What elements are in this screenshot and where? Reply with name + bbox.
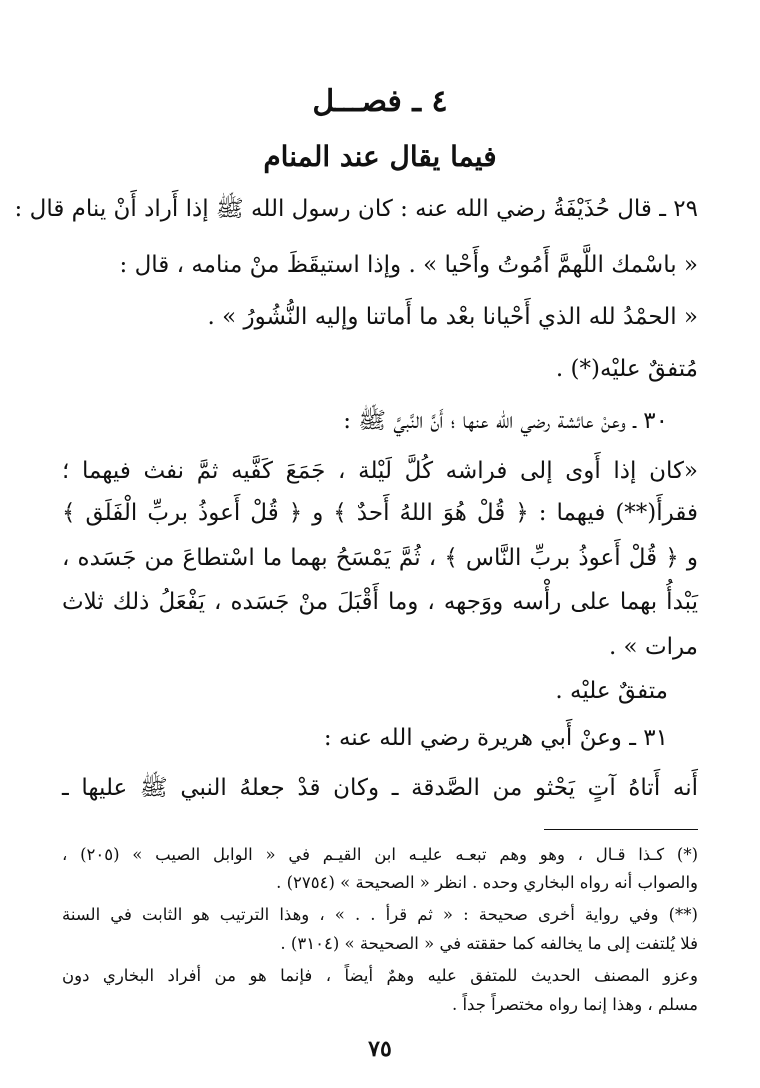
hadith-31-line-1: ٣١ ـ وعنْ أَبي هريرة رضي الله عنه : [323, 725, 668, 751]
footnote-2-line-1: (**) وفي رواية أخرى صحيحة : « ثم قرأ . . » ، وهذا الترتيب هو الثابت في السنة [62, 905, 698, 924]
hadith-29-line-2: « باسْمك اللَّهمَّ أَمُوتُ وأَحْيا » . وإذا استيقَظَ منْ منامه ، قال : [119, 252, 698, 278]
hadith-30-line-3: فقرأَ(**) فيهما : ﴿ قُلْ هُوَ اللهُ أَحدٌ ﴾ و ﴿ قُلْ أَعوذُ بربِّ الْفَلَق ﴾ [62, 500, 698, 526]
footnote-1-line-2: والصواب أنه رواه البخاري وحده . انظر « الصحيحة » (٢٧٥٤) . [276, 873, 698, 892]
section-title: ٤ ـ فصـــل [312, 84, 448, 119]
hadith-30-line-5: يَبْدأُ بهما على رأْسه ووَجهه ، وما أَقْبَلَ منْ جَسَده ، يَفْعَلُ ذلك ثلاث [62, 589, 698, 615]
footnote-2-line-3: وعزو المصنف الحديث للمتفق عليه وهمٌ أيضاً ، فإنما هو من أفراد البخاري دون [62, 966, 698, 985]
hadith-29-line-3: « الحمْدُ لله الذي أَحْيانا بعْد ما أَماتنا وإليه النُّشُورُ » . [207, 304, 698, 330]
hadith-30-source: متفقٌ عليْه . [555, 678, 668, 704]
footnote-2-line-2: فلا يُلتفت إلى ما يخالفه كما حققته في « الصحيحة » (٣١٠٤) . [280, 934, 698, 953]
footnote-separator [544, 829, 698, 830]
hadith-30-line-6: مرات » . [608, 634, 698, 660]
hadith-30-line-1: ٣٠ ـ وعنْ عائشة رضي الله عنها ؛ أَنَّ النَّبيَّ ﷺ : [343, 408, 668, 434]
hadith-31-line-2: أَنه أَتاهُ آتٍ يَحْثو من الصَّدقة ـ وكان قدْ جعلهُ النبي ﷺ عليها ـ [62, 775, 698, 801]
page-number: ٧٥ [368, 1036, 392, 1062]
hadith-29-line-1: ٢٩ ـ قال حُذَيْفَةُ رضي الله عنه : كان رسول الله ﷺ إذا أَراد أَنْ ينام قال : [14, 196, 698, 222]
section-subtitle: فيما يقال عند المنام [263, 140, 497, 173]
hadith-30-line-2: «كان إذا أَوى إلى فراشه كُلَّ لَيْلة ، جَمَعَ كَفَّيه ثمَّ نفث فيهما ؛ [62, 458, 698, 484]
footnote-2-line-4: مسلم ، وهذا إنما رواه مختصراً جداً . [451, 995, 698, 1014]
hadith-30-line-4: و ﴿ قُلْ أَعوذُ بربِّ النَّاس ﴾ ، ثُمَّ يَمْسَحُ بهما ما اسْتطاعَ من جَسَده ، [62, 545, 698, 571]
hadith-29-source: مُتفقٌ عليْه(*) . [555, 356, 698, 382]
footnote-1-line-1: (*) كـذا قـال ، وهو وهم تبعـه عليـه ابن القيـم في « الوابل الصيب » (٢٠٥) ، [62, 845, 699, 864]
